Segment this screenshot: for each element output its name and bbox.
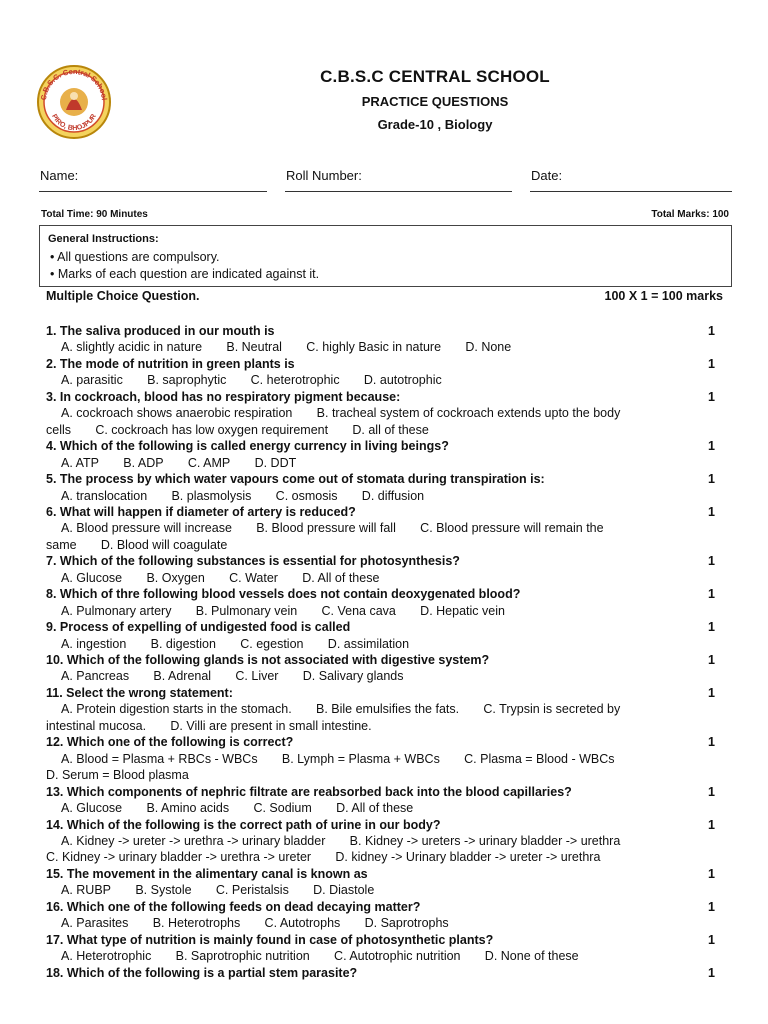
- question-text: 7. Which of the following substances is essential for photosynthesis?: [46, 554, 460, 568]
- answer-options: same D. Blood will coagulate: [46, 538, 228, 552]
- name-field[interactable]: [39, 191, 267, 192]
- question-mark: 1: [708, 554, 715, 568]
- question-text: 1. The saliva produced in our mouth is: [46, 324, 275, 338]
- roll-number-field[interactable]: [285, 191, 512, 192]
- question-mark: 1: [708, 620, 715, 634]
- question-mark: 1: [708, 686, 715, 700]
- answer-options: A. translocation B. plasmolysis C. osmosis D. diffusion: [61, 489, 425, 503]
- question-text: 6. What will happen if diameter of artery is reduced?: [46, 505, 356, 519]
- svg-text:C.B.S.C. Central School: C.B.S.C. Central School: [38, 66, 109, 101]
- answer-options: A. parasitic B. saprophytic C. heterotrophic D. autotrophic: [61, 373, 442, 387]
- question-mark: 1: [708, 472, 715, 486]
- answer-options: A. Heterotrophic B. Saprotrophic nutrition C. Autotrophic nutrition D. None of these: [61, 949, 579, 963]
- question-text: 13. Which components of nephric filtrate are reabsorbed back into the blood capillaries?: [46, 785, 572, 799]
- question-mark: 1: [708, 390, 715, 404]
- answer-options: intestinal mucosa. D. Villi are present in small intestine.: [46, 719, 372, 733]
- date-field[interactable]: [530, 191, 732, 192]
- answer-options: A. slightly acidic in nature B. Neutral C. highly Basic in nature D. None: [61, 340, 512, 354]
- answer-options: A. Glucose B. Amino acids C. Sodium D. All of these: [61, 801, 414, 815]
- answer-options: A. Protein digestion starts in the stomach. B. Bile emulsifies the fats. C. Trypsin is secreted by: [61, 702, 621, 716]
- question-text: 17. What type of nutrition is mainly found in case of photosynthetic plants?: [46, 933, 494, 947]
- question-mark: 1: [708, 587, 715, 601]
- answer-options: A. Glucose B. Oxygen C. Water D. All of these: [61, 571, 380, 585]
- section-title: Multiple Choice Question.: [46, 289, 200, 303]
- question-mark: 1: [708, 439, 715, 453]
- grade-subject: Grade-10 , Biology: [377, 117, 493, 132]
- question-mark: 1: [708, 966, 715, 980]
- question-text: 11. Select the wrong statement:: [46, 686, 233, 700]
- question-text: 14. Which of the following is the correct path of urine in our body?: [46, 818, 441, 832]
- instructions-title: General Instructions:: [48, 233, 159, 245]
- question-text: 16. Which one of the following feeds on dead decaying matter?: [46, 900, 421, 914]
- question-mark: 1: [708, 933, 715, 947]
- question-text: 2. The mode of nutrition in green plants is: [46, 357, 295, 371]
- date-label: Date:: [531, 168, 563, 183]
- name-label: Name:: [40, 168, 79, 183]
- question-text: 9. Process of expelling of undigested food is called: [46, 620, 351, 634]
- roll-number-label: Roll Number:: [286, 168, 362, 183]
- general-instructions-box: [39, 225, 732, 287]
- answer-options: A. ATP B. ADP C. AMP D. DDT: [61, 456, 297, 470]
- question-mark: 1: [708, 785, 715, 799]
- instruction-item: • All questions are compulsory.: [50, 250, 220, 264]
- question-mark: 1: [708, 505, 715, 519]
- question-mark: 1: [708, 357, 715, 371]
- question-text: 8. Which of thre following blood vessels does not contain deoxygenated blood?: [46, 587, 521, 601]
- total-marks: Total Marks: 100: [651, 209, 729, 220]
- answer-options: A. Parasites B. Heterotrophs C. Autotrophs D. Saprotrophs: [61, 916, 449, 930]
- section-marks: 100 X 1 = 100 marks: [604, 289, 723, 303]
- question-text: 4. Which of the following is called energy currency in living beings?: [46, 439, 449, 453]
- question-text: 10. Which of the following glands is not associated with digestive system?: [46, 653, 490, 667]
- answer-options: D. Serum = Blood plasma: [46, 768, 189, 782]
- question-text: 15. The movement in the alimentary canal is known as: [46, 867, 368, 881]
- answer-options: A. Pancreas B. Adrenal C. Liver D. Salivary glands: [61, 669, 404, 683]
- answer-options: A. RUBP B. Systole C. Peristalsis D. Diastole: [61, 883, 375, 897]
- answer-options: A. Pulmonary artery B. Pulmonary vein C. Vena cava D. Hepatic vein: [61, 604, 505, 618]
- answer-options: A. Blood pressure will increase B. Blood pressure will fall C. Blood pressure will remain the: [61, 521, 604, 535]
- answer-options: A. Blood = Plasma + RBCs - WBCs B. Lymph = Plasma + WBCs C. Plasma = Blood - WBCs: [61, 752, 615, 766]
- answer-options: A. ingestion B. digestion C. egestion D. assimilation: [61, 637, 410, 651]
- sheet-subtitle: PRACTICE QUESTIONS: [361, 94, 509, 109]
- answer-options: A. Kidney -> ureter -> urethra -> urinary bladder B. Kidney -> ureters -> urinary bladder -> urethra: [61, 834, 621, 848]
- total-time: Total Time: 90 Minutes: [41, 209, 148, 220]
- question-mark: 1: [708, 735, 715, 749]
- question-text: 12. Which one of the following is correct?: [46, 735, 294, 749]
- svg-text:PIRO, BHOJPUR: PIRO, BHOJPUR: [50, 113, 98, 133]
- question-mark: 1: [708, 653, 715, 667]
- answer-options: cells C. cockroach has low oxygen requirement D. all of these: [46, 423, 429, 437]
- answer-options: A. cockroach shows anaerobic respiration B. tracheal system of cockroach extends upto the body: [61, 406, 621, 420]
- school-name: C.B.S.C CENTRAL SCHOOL: [320, 67, 550, 86]
- answer-options: C. Kidney -> urinary bladder -> urethra -> ureter D. kidney -> Urinary bladder -> ureter -> urethra: [46, 850, 601, 864]
- question-mark: 1: [708, 867, 715, 881]
- question-mark: 1: [708, 324, 715, 338]
- question-text: 5. The process by which water vapours come out of stomata during transpiration is:: [46, 472, 545, 486]
- question-mark: 1: [708, 818, 715, 832]
- question-text: 3. In cockroach, blood has no respiratory pigment because:: [46, 390, 401, 404]
- instruction-item: • Marks of each question are indicated against it.: [50, 267, 320, 281]
- question-text: 18. Which of the following is a partial stem parasite?: [46, 966, 358, 980]
- question-mark: 1: [708, 900, 715, 914]
